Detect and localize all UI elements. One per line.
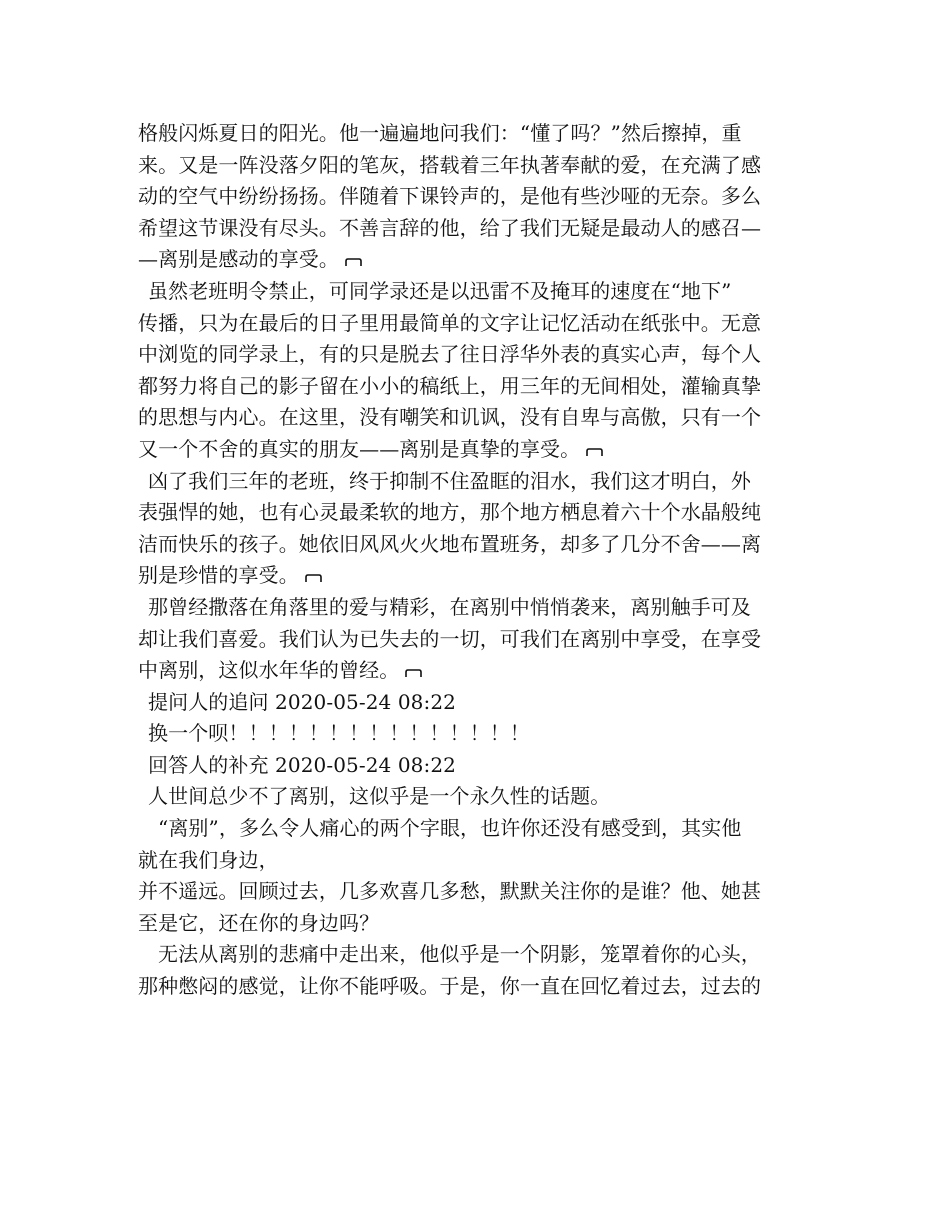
text-line bbox=[138, 813, 818, 845]
text-line bbox=[138, 466, 818, 498]
line-text: 却让我们喜爱。我们认为已失去的一切，可我们在离别中享受，在享受 bbox=[138, 626, 762, 651]
line-text: 无法从离别的悲痛中走出来，他似乎是一个阴影，笼罩着你的心头， bbox=[158, 942, 761, 967]
text-line bbox=[138, 718, 818, 750]
text-line bbox=[138, 971, 818, 1003]
text-line bbox=[138, 497, 818, 529]
line-text: 动的空气中纷纷扬扬。伴随着下课铃声的，是他有些沙哑的无奈。多么 bbox=[138, 184, 762, 209]
line-text: 中浏览的同学录上，有的只是脱去了往日浮华外表的真实心声，每个人 bbox=[138, 342, 762, 367]
text-line bbox=[138, 845, 818, 877]
text-line bbox=[138, 781, 818, 813]
text-line bbox=[138, 402, 818, 434]
line-text: —离别是感动的享受。 bbox=[138, 247, 339, 272]
line-text: 就在我们身边， bbox=[138, 847, 279, 872]
line-text: 又一个不舍的真实的朋友——离别是真挚的享受。 bbox=[138, 436, 581, 461]
paragraph-mark-icon bbox=[405, 669, 422, 678]
line-text: 虽然老班明令禁止，可同学录还是以迅雷不及掩耳的速度在“地下” bbox=[148, 278, 732, 303]
line-text: 格般闪烁夏日的阳光。他一遍遍地问我们：“懂了吗？”然后擦掉，重 bbox=[138, 121, 742, 145]
text-line bbox=[138, 181, 818, 213]
line-text: 并不遥远。回顾过去，几多欢喜几多愁，默默关注你的是谁？他、她甚 bbox=[138, 879, 762, 904]
text-line bbox=[138, 750, 818, 782]
text-line bbox=[138, 687, 818, 719]
text-line bbox=[138, 308, 818, 340]
line-text: 来。又是一阵没落夕阳的笔灰，搭载着三年执著奉献的爱，在充满了感 bbox=[138, 152, 762, 177]
text-line bbox=[138, 339, 818, 371]
paragraph-mark-icon bbox=[305, 574, 322, 583]
text-line bbox=[138, 213, 818, 245]
line-text: 换一个呗！！！！！！！！！！！！！！！ bbox=[148, 721, 530, 746]
text-line bbox=[138, 244, 818, 276]
text-line bbox=[138, 908, 818, 940]
text-line bbox=[138, 560, 818, 592]
line-text: 那曾经撒落在角落里的爱与精彩，在离别中悄悄袭来，离别触手可及 bbox=[148, 594, 751, 619]
text-line bbox=[138, 371, 818, 403]
document-page bbox=[138, 118, 818, 1003]
paragraph-mark-icon bbox=[586, 448, 603, 457]
line-text: 凶了我们三年的老班，终于抑制不住盈眶的泪水，我们这才明白，外 bbox=[148, 468, 751, 493]
text-line bbox=[138, 150, 818, 182]
line-text: 中离别，这似水年华的曾经。 bbox=[138, 658, 400, 683]
line-text: 的思想与内心。在这里，没有嘲笑和讥讽，没有自卑与高傲，只有一个 bbox=[138, 405, 762, 430]
line-text: 别是珍惜的享受。 bbox=[138, 563, 299, 588]
line-text: 希望这节课没有尽头。不善言辞的他，给了我们无疑是最动人的感召— bbox=[138, 215, 762, 240]
text-line bbox=[138, 529, 818, 561]
text-line bbox=[138, 434, 818, 466]
paragraph-mark-icon bbox=[345, 258, 362, 267]
line-text: 都努力将自己的影子留在小小的稿纸上，用三年的无间相处，灌输真挚 bbox=[138, 373, 762, 398]
line-text: 至是它，还在你的身边吗？ bbox=[138, 910, 380, 935]
line-text: 提问人的追问 2020-05-24 08:22 bbox=[148, 689, 456, 714]
line-text: 传播，只为在最后的日子里用最简单的文字让记忆活动在纸张中。无意 bbox=[138, 310, 762, 335]
text-line bbox=[138, 624, 818, 656]
text-line bbox=[138, 655, 818, 687]
line-text: 那种憋闷的感觉，让你不能呼吸。于是，你一直在回忆着过去，过去的 bbox=[138, 974, 762, 999]
text-line bbox=[138, 876, 818, 908]
line-text: 表强悍的她，也有心灵最柔软的地方，那个地方栖息着六十个水晶般纯 bbox=[138, 500, 762, 525]
line-text: 洁而快乐的孩子。她依旧风风火火地布置班务，却多了几分不舍——离 bbox=[138, 531, 762, 556]
text-line bbox=[138, 118, 818, 150]
text-line bbox=[138, 592, 818, 624]
text-line bbox=[138, 939, 818, 971]
text-line bbox=[138, 276, 818, 308]
line-text: “离别”，多么令人痛心的两个字眼，也许你还没有感受到，其实他 bbox=[158, 816, 742, 841]
line-text: 人世间总少不了离别，这似乎是一个永久性的话题。 bbox=[148, 784, 611, 809]
line-text: 回答人的补充 2020-05-24 08:22 bbox=[148, 752, 456, 777]
